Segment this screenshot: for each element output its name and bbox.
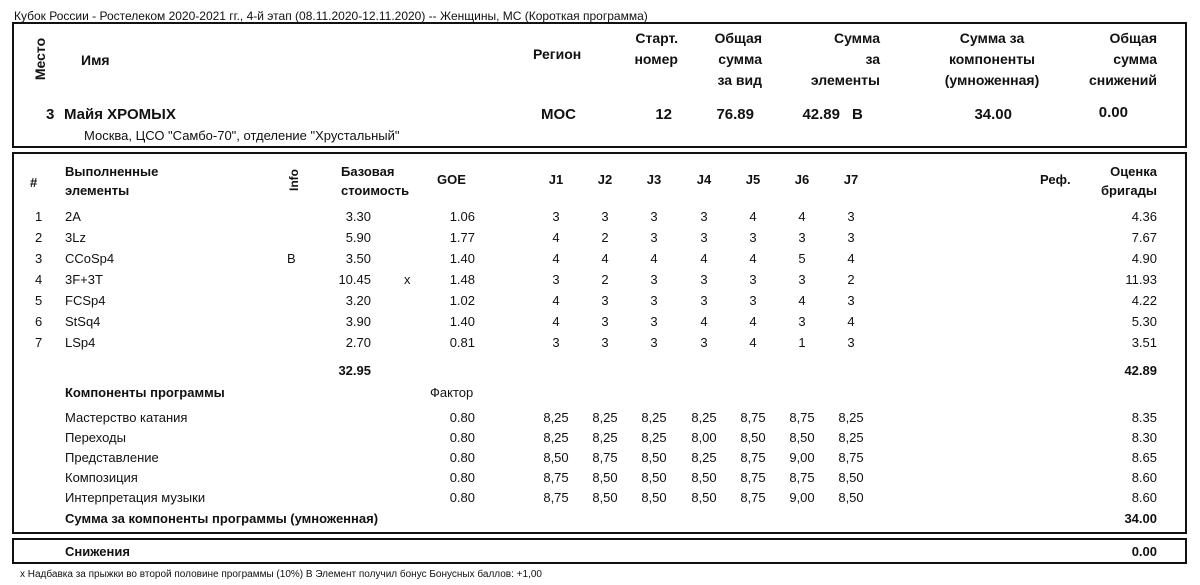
total-header-line1: Общая xyxy=(714,30,762,46)
deductions-header-line2: сумма xyxy=(1113,51,1157,67)
element-judge-score: 3 xyxy=(700,230,708,245)
skater-region: МОС xyxy=(541,106,576,123)
element-base-value: 3.30 xyxy=(345,209,371,224)
element-num: 1 xyxy=(35,209,43,224)
element-judge-score: 3 xyxy=(650,314,658,329)
component-judge-score: 8,25 xyxy=(691,450,717,465)
component-judge-score: 8,50 xyxy=(838,470,864,485)
element-goe: 1.06 xyxy=(449,209,475,224)
element-judge-score: 3 xyxy=(847,293,855,308)
total-header-line3: за вид xyxy=(717,72,762,88)
start-no-header-line2: номер xyxy=(634,51,678,67)
deductions-label: Снижения xyxy=(65,544,130,559)
element-judge-score: 4 xyxy=(798,209,806,224)
component-judge-score: 8,50 xyxy=(641,450,667,465)
components-total: 34.00 xyxy=(1124,511,1157,526)
element-judge-score: 5 xyxy=(798,251,806,266)
component-judge-score: 9,00 xyxy=(789,490,815,505)
element-num: 7 xyxy=(35,335,43,350)
component-judge-score: 8,75 xyxy=(543,470,569,485)
element-judge-score: 2 xyxy=(601,272,609,287)
element-name: StSq4 xyxy=(65,314,101,329)
component-judge-score: 8,25 xyxy=(838,410,864,425)
component-judge-score: 8,50 xyxy=(789,430,815,445)
element-goe: 1.02 xyxy=(449,293,475,308)
component-judge-score: 8,50 xyxy=(641,470,667,485)
elements-score-header-line3: элементы xyxy=(810,72,880,88)
element-judge-score: 4 xyxy=(749,209,757,224)
name-header: Имя xyxy=(81,52,110,68)
info-header: Info xyxy=(287,169,301,191)
skater-deductions: 0.00 xyxy=(1098,104,1128,121)
element-goe: 1.40 xyxy=(449,251,475,266)
element-goe: 1.40 xyxy=(449,314,475,329)
components-score-header-line1: Сумма за xyxy=(959,30,1025,46)
element-judge-score: 3 xyxy=(650,335,658,350)
component-name: Представление xyxy=(65,450,159,465)
skater-club: Москва, ЦСО "Самбо-70", отделение "Хрустальный" xyxy=(84,128,400,143)
document-title: Кубок России - Ростелеком 2020-2021 гг., 4-й этап (08.11.2020-12.11.2020) -- Женщины, МС (Короткая программа) xyxy=(14,9,648,23)
element-num: 5 xyxy=(35,293,43,308)
element-info: B xyxy=(287,251,296,266)
goe-header: GOE xyxy=(437,172,466,187)
start-no-header xyxy=(608,28,678,70)
component-judge-score: 8,00 xyxy=(691,430,717,445)
place-header: Место xyxy=(32,37,48,81)
element-name: 2A xyxy=(65,209,81,224)
element-num: 4 xyxy=(35,272,43,287)
component-judge-score: 8,75 xyxy=(838,450,864,465)
judge-header-4: J4 xyxy=(696,172,712,187)
element-judge-score: 3 xyxy=(601,314,609,329)
skater-components-score: 34.00 xyxy=(974,106,1012,123)
element-name-header-line1: Выполненные xyxy=(65,164,159,179)
element-judge-score: 3 xyxy=(650,272,658,287)
element-judge-score: 2 xyxy=(601,230,609,245)
elements-score-header-line1: Сумма xyxy=(833,30,880,46)
component-judge-score: 8,75 xyxy=(740,490,766,505)
element-judge-score: 3 xyxy=(552,335,560,350)
element-judge-score: 3 xyxy=(552,209,560,224)
component-factor: 0.80 xyxy=(449,490,475,505)
element-name: LSp4 xyxy=(65,335,96,350)
element-judge-score: 3 xyxy=(601,293,609,308)
element-judge-score: 3 xyxy=(847,230,855,245)
component-name: Интерпретация музыки xyxy=(65,490,206,505)
component-judge-score: 8,25 xyxy=(691,410,717,425)
component-panel-score: 8.35 xyxy=(1131,410,1157,425)
component-judge-score: 8,75 xyxy=(592,450,618,465)
element-judge-score: 3 xyxy=(700,293,708,308)
element-base-value: 3.90 xyxy=(345,314,371,329)
referee-header: Реф. xyxy=(1040,172,1071,187)
element-judge-score: 4 xyxy=(749,314,757,329)
element-judge-score: 2 xyxy=(847,272,855,287)
component-judge-score: 8,25 xyxy=(543,430,569,445)
start-no-header-line1: Старт. xyxy=(635,30,678,46)
component-judge-score: 8,25 xyxy=(641,410,667,425)
element-judge-score: 4 xyxy=(552,230,560,245)
element-judge-score: 3 xyxy=(601,209,609,224)
element-name: CCoSp4 xyxy=(65,251,115,266)
panel-score-header-line1: Оценка xyxy=(1110,164,1157,179)
element-judge-score: 4 xyxy=(700,314,708,329)
element-judge-score: 3 xyxy=(650,293,658,308)
panel-score-header-line2: бригады xyxy=(1101,183,1157,198)
element-base-value: 3.50 xyxy=(345,251,371,266)
element-goe: 0.81 xyxy=(449,335,475,350)
judge-header-1: J1 xyxy=(548,172,564,187)
element-panel-score: 3.51 xyxy=(1131,335,1157,350)
component-judge-score: 8,50 xyxy=(740,430,766,445)
component-judge-score: 8,25 xyxy=(543,410,569,425)
component-panel-score: 8.65 xyxy=(1131,450,1157,465)
judge-header-6: J6 xyxy=(794,172,810,187)
element-panel-score: 4.90 xyxy=(1131,251,1157,266)
component-judge-score: 8,50 xyxy=(592,490,618,505)
element-name: 3F+3T xyxy=(65,272,103,287)
factor-header: Фактор xyxy=(430,385,474,400)
element-judge-score: 4 xyxy=(650,251,658,266)
deductions-total: 0.00 xyxy=(1131,544,1157,559)
element-judge-score: 3 xyxy=(650,230,658,245)
element-judge-score: 4 xyxy=(601,251,609,266)
judge-header-7: J7 xyxy=(843,172,859,187)
elements-total: 42.89 xyxy=(1124,363,1157,378)
component-factor: 0.80 xyxy=(449,430,475,445)
total-header-line2: сумма xyxy=(718,51,762,67)
element-num: 6 xyxy=(35,314,43,329)
deductions-box xyxy=(12,538,1187,564)
component-judge-score: 8,50 xyxy=(592,470,618,485)
deductions-header-line1: Общая xyxy=(1109,30,1157,46)
panel-score-header xyxy=(1070,162,1157,200)
component-judge-score: 8,25 xyxy=(838,430,864,445)
element-judge-score: 4 xyxy=(749,251,757,266)
element-judge-score: 3 xyxy=(847,335,855,350)
skater-place: 3 xyxy=(46,106,55,123)
component-name: Композиция xyxy=(65,470,138,485)
elements-score-header xyxy=(780,28,880,91)
element-panel-score: 4.36 xyxy=(1131,209,1157,224)
components-header: Компоненты программы xyxy=(65,385,225,400)
component-judge-score: 8,50 xyxy=(691,490,717,505)
element-name: FCSp4 xyxy=(65,293,106,308)
component-factor: 0.80 xyxy=(449,450,475,465)
component-judge-score: 9,00 xyxy=(789,450,815,465)
component-panel-score: 8.30 xyxy=(1131,430,1157,445)
element-judge-score: 3 xyxy=(700,209,708,224)
element-judge-score: 4 xyxy=(847,251,855,266)
element-panel-score: 7.67 xyxy=(1131,230,1157,245)
deductions-header xyxy=(1060,28,1157,91)
deductions-header-line3: снижений xyxy=(1088,72,1157,88)
component-judge-score: 8,75 xyxy=(789,410,815,425)
skater-total-score: 76.89 xyxy=(716,106,754,123)
element-judge-score: 1 xyxy=(798,335,806,350)
element-judge-score: 4 xyxy=(749,335,757,350)
element-num: 2 xyxy=(35,230,43,245)
element-num: 3 xyxy=(35,251,43,266)
element-name: 3Lz xyxy=(65,230,86,245)
base-value-header-line2: стоимость xyxy=(341,183,410,198)
element-base-value: 3.20 xyxy=(345,293,371,308)
element-name-header xyxy=(65,162,158,200)
components-total-label: Сумма за компоненты программы (умноженная) xyxy=(65,511,379,526)
skater-name: Майя ХРОМЫХ xyxy=(64,106,176,123)
element-judge-score: 3 xyxy=(552,272,560,287)
element-name-header-line2: элементы xyxy=(65,183,130,198)
judge-header-2: J2 xyxy=(597,172,613,187)
total-header xyxy=(690,28,762,91)
component-judge-score: 8,50 xyxy=(691,470,717,485)
base-value-header-line1: Базовая xyxy=(341,164,395,179)
component-judge-score: 8,25 xyxy=(592,430,618,445)
element-panel-score: 11.93 xyxy=(1125,272,1157,287)
judge-header-5: J5 xyxy=(745,172,761,187)
component-judge-score: 8,75 xyxy=(543,490,569,505)
component-panel-score: 8.60 xyxy=(1131,490,1157,505)
component-judge-score: 8,25 xyxy=(641,430,667,445)
element-judge-score: 3 xyxy=(650,209,658,224)
component-name: Переходы xyxy=(65,430,126,445)
components-score-header-line2: компоненты xyxy=(948,51,1036,67)
element-judge-score: 4 xyxy=(798,293,806,308)
region-header: Регион xyxy=(533,46,582,62)
judge-header-3: J3 xyxy=(646,172,662,187)
component-factor: 0.80 xyxy=(449,470,475,485)
element-judge-score: 3 xyxy=(601,335,609,350)
component-judge-score: 8,75 xyxy=(740,470,766,485)
element-judge-score: 3 xyxy=(847,209,855,224)
components-score-header xyxy=(920,28,1064,91)
skater-elements-score: 42.89 xyxy=(802,106,840,123)
element-panel-score: 4.22 xyxy=(1131,293,1157,308)
element-judge-score: 3 xyxy=(749,230,757,245)
element-base-value: 5.90 xyxy=(345,230,371,245)
base-value-total: 32.95 xyxy=(338,363,371,378)
components-score-header-line3: (умноженная) xyxy=(944,72,1040,88)
component-judge-score: 8,75 xyxy=(740,410,766,425)
element-judge-score: 4 xyxy=(700,251,708,266)
base-value-header xyxy=(341,162,409,200)
element-judge-score: 3 xyxy=(700,272,708,287)
skater-elements-flag: B xyxy=(852,106,863,123)
element-judge-score: 4 xyxy=(552,293,560,308)
element-judge-score: 3 xyxy=(798,314,806,329)
component-judge-score: 8,75 xyxy=(789,470,815,485)
element-judge-score: 3 xyxy=(798,230,806,245)
component-name: Мастерство катания xyxy=(65,410,188,425)
element-judge-score: 3 xyxy=(798,272,806,287)
component-panel-score: 8.60 xyxy=(1131,470,1157,485)
component-factor: 0.80 xyxy=(449,410,475,425)
element-panel-score: 5.30 xyxy=(1131,314,1157,329)
component-judge-score: 8,25 xyxy=(592,410,618,425)
component-judge-score: 8,75 xyxy=(740,450,766,465)
element-judge-score: 3 xyxy=(749,272,757,287)
elements-score-header-line2: за xyxy=(865,51,880,67)
element-base-value: 2.70 xyxy=(345,335,371,350)
skater-start-no: 12 xyxy=(655,106,672,123)
element-bonus-mark: x xyxy=(404,272,411,287)
num-header: # xyxy=(30,175,38,190)
component-judge-score: 8,50 xyxy=(543,450,569,465)
component-judge-score: 8,50 xyxy=(641,490,667,505)
element-goe: 1.48 xyxy=(449,272,475,287)
element-judge-score: 4 xyxy=(552,251,560,266)
element-goe: 1.77 xyxy=(449,230,475,245)
component-judge-score: 8,50 xyxy=(838,490,864,505)
element-judge-score: 4 xyxy=(552,314,560,329)
element-base-value: 10.45 xyxy=(338,272,371,287)
element-judge-score: 3 xyxy=(749,293,757,308)
footnote: x Надбавка за прыжки во второй половине программы (10%) B Элемент получил бонус Бонусных баллов: +1,00 xyxy=(20,569,542,580)
element-judge-score: 3 xyxy=(700,335,708,350)
element-judge-score: 4 xyxy=(847,314,855,329)
